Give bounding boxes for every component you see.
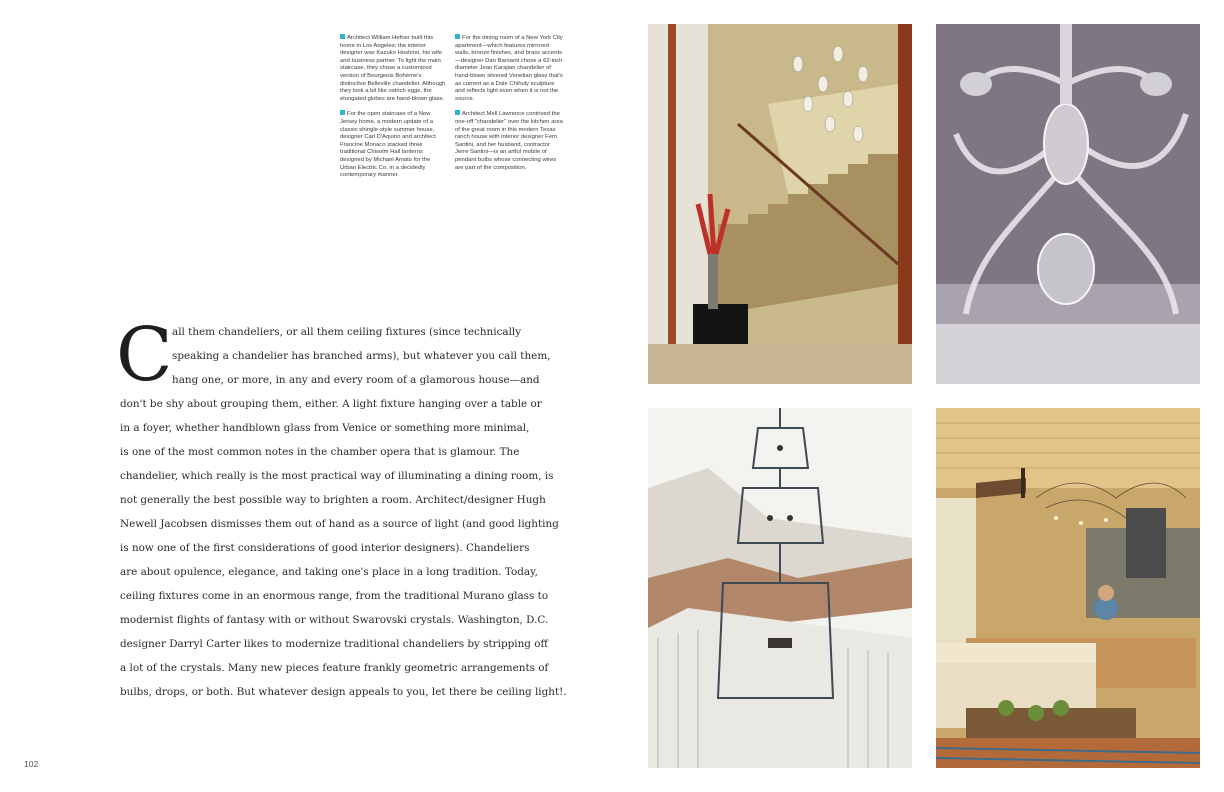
caption-dining-room: For the dining room of a New York City apartment—which features mirrored walls, bronze finishes, and brass accents—designer Dan Barsanti chose a 62-inch diameter Jean Karajian chandelier of hand-blown silvered Venetian glass that's as current as a Dale Chihuly sculpture and reflects light even when it is not the source. [455,35,563,102]
body-line: hang one, or more, in any and every room of a glamorous house—and [172,374,540,386]
photo-captions [340,34,562,187]
caption-staircase: Architect William Hefner built this home in Los Angeles; the interior designer was Kazuko Hoshino, his wife and business partner. To light the main staircase, they chose a customized version of Bourgeois Bohème's distinctive Belleville chandelier. Although they look a bit like ostrich eggs, the elongated globes are hand-blown glass. [340,35,446,102]
caption-marker [455,34,460,39]
lanterns-photo [648,408,912,768]
body-text [120,320,567,704]
body-line: Newell Jacobsen dismisses them out of hand as a source of light (and good lighting [120,518,559,530]
body-line: ceiling fixtures come in an enormous range, from the traditional Murano glass to [120,590,549,602]
caption-open-staircase: For the open staircase of a New Jersey home, a modern update of a classic shingle-style summer house, designer Carl D'Aquino and architect Francine Monaco stacked three traditional Chisolm Hall lanterns designed by Michael Amato for the Urban Electric Co. in a decidedly contemporary manner. [340,111,436,179]
body-line: modernist flights of fantasy with or without Swarovski crystals. Washington, D.C. [120,614,549,626]
caption-marker [340,110,345,115]
body-line: is now one of the first considerations of good interior designers). Chandeliers [120,542,530,554]
chandelier-photo [936,24,1200,384]
body-line: speaking a chandelier has branched arms), but whatever you call them, [172,350,551,362]
body-line: is one of the most common notes in the chamber opera that is glamour. The [120,446,520,458]
body-line: a lot of the crystals. Many new pieces feature frankly geometric arrangements of [120,662,549,674]
page-number: 102 [24,759,39,769]
caption-marker [455,110,460,115]
body-line: designer Darryl Carter likes to modernize traditional chandeliers by stripping off [120,638,548,650]
body-line: all them chandeliers, or all them ceiling fixtures (since technically [172,326,522,338]
drop-cap: C [116,312,173,398]
staircase-photo [648,24,912,384]
body-line: are about opulence, elegance, and taking one's place in a long tradition. Today, [120,566,538,578]
caption-ranch-house: Architect Mell Lawrence contrived the one-off "chandelier" over the kitchen area of the great room in this modern Texas ranch house with interior designer Fern Santini, and her husband, contractor Jerre Santini—is an artful mobile of pendant bulbs whose connecting wires are part of the composition. [455,111,563,171]
body-line: chandelier, which really is the most practical way of illuminating a dining room, is [120,470,554,482]
ranch-room-photo [936,408,1200,768]
body-line: don't be shy about grouping them, either. A light fixture hanging over a table or [120,398,542,410]
body-line: not generally the best possible way to brighten a room. Architect/designer Hugh [120,494,546,506]
caption-marker [340,34,345,39]
body-line: in a foyer, whether handblown glass from Venice or something more minimal, [120,422,530,434]
body-line: bulbs, drops, or both. But whatever design appeals to you, let there be ceiling light!. [120,686,567,698]
